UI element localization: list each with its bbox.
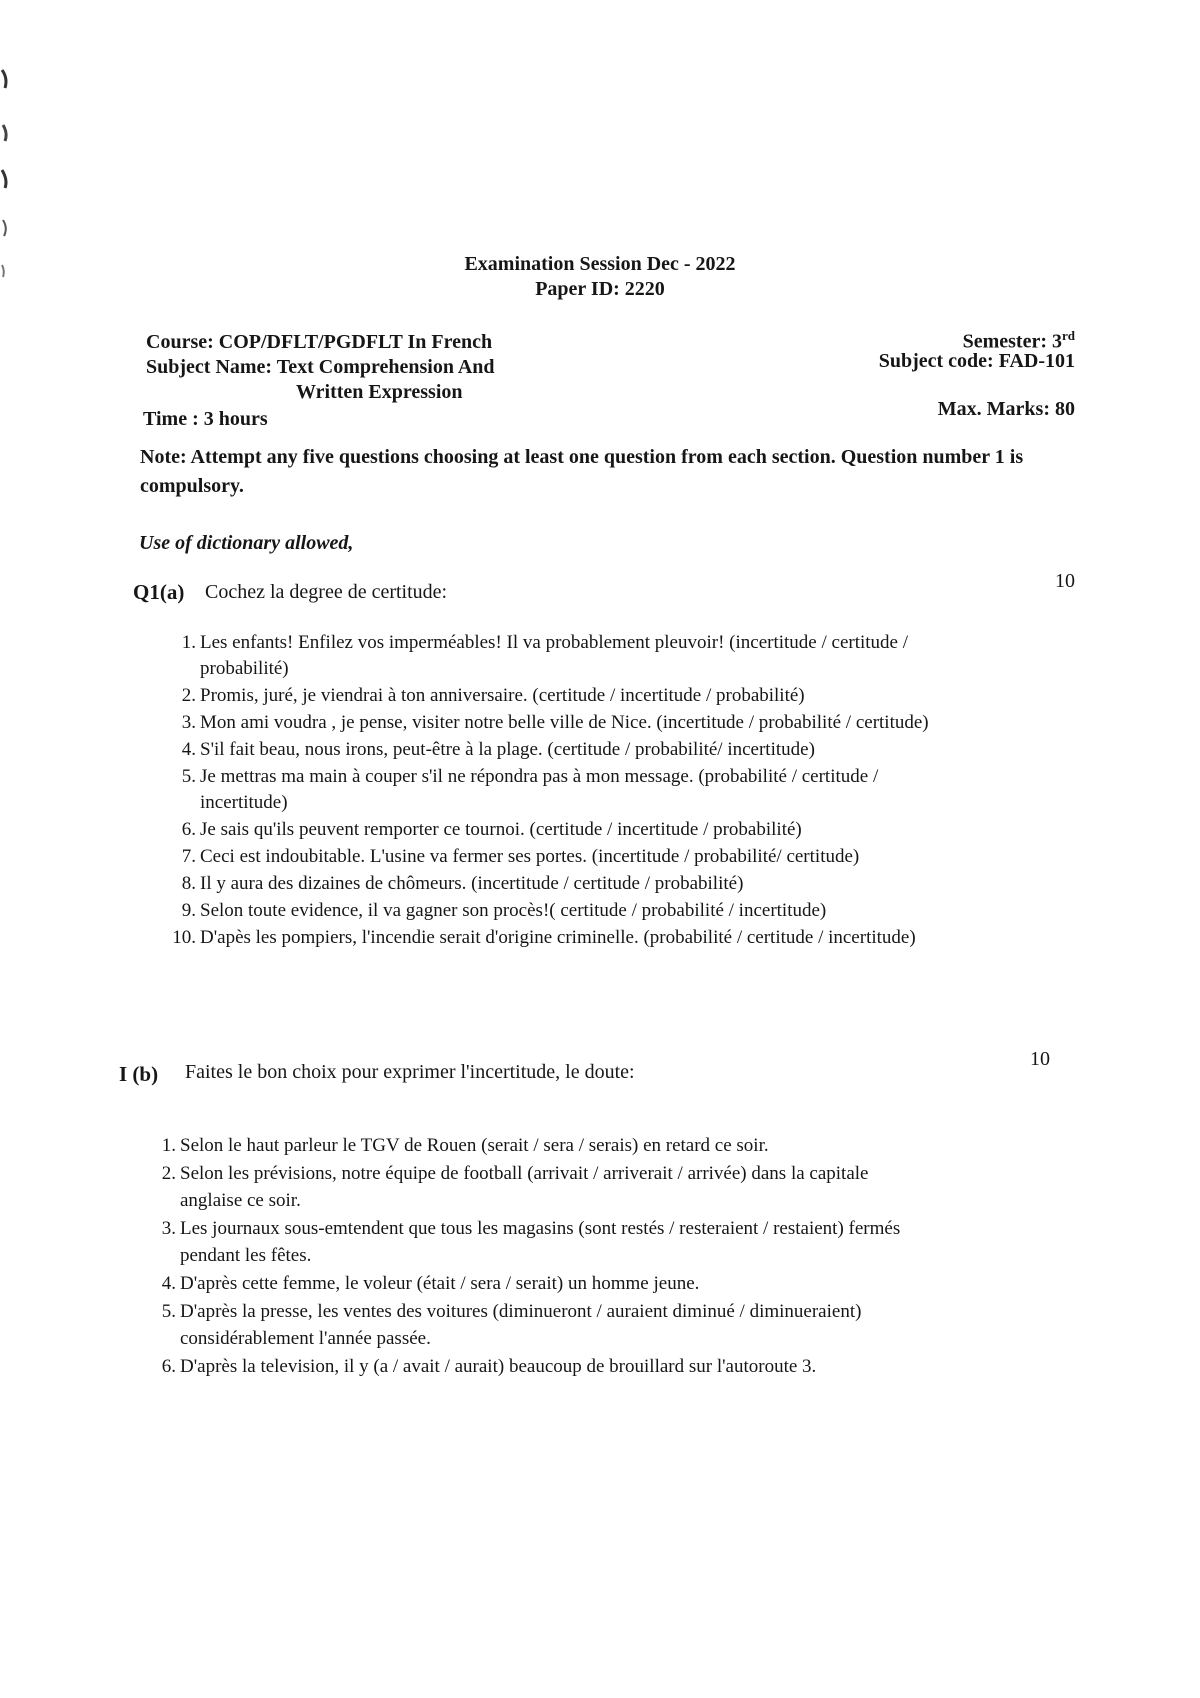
item-text: Selon les prévisions, notre équipe de football (arrivait / arriverait / arrivée) dans la capitale anglaise ce soir. xyxy=(180,1163,869,1211)
item-text: Mon ami voudra , je pense, visiter notre belle ville de Nice. (incertitude / probabilité / certitude) xyxy=(200,712,929,733)
question-item xyxy=(161,1353,925,1380)
item-number: 6. xyxy=(181,819,196,840)
item-number: 2. xyxy=(181,685,196,706)
q1a-marks: 10 xyxy=(1055,570,1075,592)
question-item xyxy=(161,1160,925,1214)
question-item xyxy=(181,871,930,897)
item-text: Je sais qu'ils peuvent remporter ce tournoi. (certitude / incertitude / probabilité) xyxy=(200,819,802,840)
item-text: Il y aura des dizaines de chômeurs. (incertitude / certitude / probabilité) xyxy=(200,873,744,894)
item-text: Selon toute evidence, il va gagner son procès!( certitude / probabilité / incertitude) xyxy=(200,900,827,921)
semester-label: Semester: 3 xyxy=(962,330,1062,353)
item-text: D'après la television, il y (a / avait / aurait) beaucoup de brouillard sur l'autoroute 3. xyxy=(180,1356,817,1377)
item-text: Selon le haut parleur le TGV de Rouen (serait / sera / serais) en retard ce soir. xyxy=(180,1135,769,1156)
exam-session: Examination Session Dec - 2022 xyxy=(464,253,736,275)
question-item xyxy=(161,1215,925,1269)
item-number: 10. xyxy=(172,927,196,948)
item-number: 5. xyxy=(181,766,196,787)
item-number: 6. xyxy=(161,1356,176,1377)
item-text: D'apès les pompiers, l'incendie serait d'origine criminelle. (probabilité / certitude / incertitude) xyxy=(200,927,916,948)
item-text: Ceci est indoubitable. L'usine va fermer ses portes. (incertitude / probabilité/ certitude) xyxy=(200,846,860,867)
item-text: S'il fait beau, nous irons, peut-être à la plage. (certitude / probabilité/ incertitude) xyxy=(200,739,815,760)
question-item xyxy=(161,1270,925,1297)
question-item xyxy=(181,764,930,816)
q1a-items xyxy=(172,630,930,952)
item-number: 1. xyxy=(181,632,196,653)
item-text: Promis, juré, je viendrai à ton anniversaire. (certitude / incertitude / probabilité) xyxy=(200,685,805,706)
q1b-marks: 10 xyxy=(1030,1048,1050,1070)
course-name: Course: COP/DFLT/PGDFLT In French xyxy=(146,331,493,353)
item-number: 3. xyxy=(181,712,196,733)
q1a-label: Q1(a) xyxy=(133,580,185,604)
question-item xyxy=(181,710,930,736)
question-item xyxy=(172,925,930,951)
subject-name-line2: Written Expression xyxy=(296,381,463,403)
question-item xyxy=(181,683,930,709)
scan-edge-marks xyxy=(0,60,14,340)
question-item xyxy=(181,844,930,870)
item-text: D'après la presse, les ventes des voitures (diminueront / auraient diminué / diminueraient) considérablement l'année passée. xyxy=(180,1301,862,1349)
question-item xyxy=(161,1132,925,1159)
item-number: 4. xyxy=(161,1273,176,1294)
question-item xyxy=(181,817,930,843)
item-number: 4. xyxy=(181,739,196,760)
paper-id: Paper ID: 2220 xyxy=(535,278,665,300)
item-number: 5. xyxy=(161,1301,176,1322)
item-number: 8. xyxy=(181,873,196,894)
q1b-label: I (b) xyxy=(119,1062,159,1086)
q1b-instruction: Faites le bon choix pour exprimer l'incertitude, le doute: xyxy=(185,1061,635,1083)
item-number: 7. xyxy=(181,846,196,867)
subject-code: Subject code: FAD-101 xyxy=(878,350,1075,372)
item-text: D'après cette femme, le voleur (était / sera / serait) un homme jeune. xyxy=(180,1273,700,1294)
q1b-items xyxy=(161,1132,925,1381)
item-number: 9. xyxy=(181,900,196,921)
max-marks: Max. Marks: 80 xyxy=(937,398,1075,420)
subject-name-line1: Subject Name: Text Comprehension And xyxy=(146,356,495,378)
item-text: Les enfants! Enfilez vos imperméables! Il va probablement pleuvoir! (incertitude / certitude / probabilité) xyxy=(200,632,909,679)
item-number: 1. xyxy=(161,1135,176,1156)
question-item xyxy=(161,1298,925,1352)
question-item xyxy=(181,898,930,924)
question-item xyxy=(181,737,930,763)
q1a-instruction: Cochez la degree de certitude: xyxy=(205,581,448,603)
item-number: 2. xyxy=(161,1163,176,1184)
exam-time: Time : 3 hours xyxy=(143,408,268,430)
dictionary-note: Use of dictionary allowed, xyxy=(139,532,354,554)
question-item xyxy=(181,630,930,682)
semester-suffix: rd xyxy=(1062,328,1075,343)
exam-note: Note: Attempt any five questions choosing at least one question from each section. Question number 1 is compulsory. xyxy=(140,446,1024,497)
item-text: Les journaux sous-emtendent que tous les magasins (sont restés / resteraient / restaient) fermés pendant les fêtes. xyxy=(180,1218,901,1266)
item-number: 3. xyxy=(161,1218,176,1239)
item-text: Je mettras ma main à couper s'il ne répondra pas à mon message. (probabilité / certitude / incertitude) xyxy=(200,766,879,813)
